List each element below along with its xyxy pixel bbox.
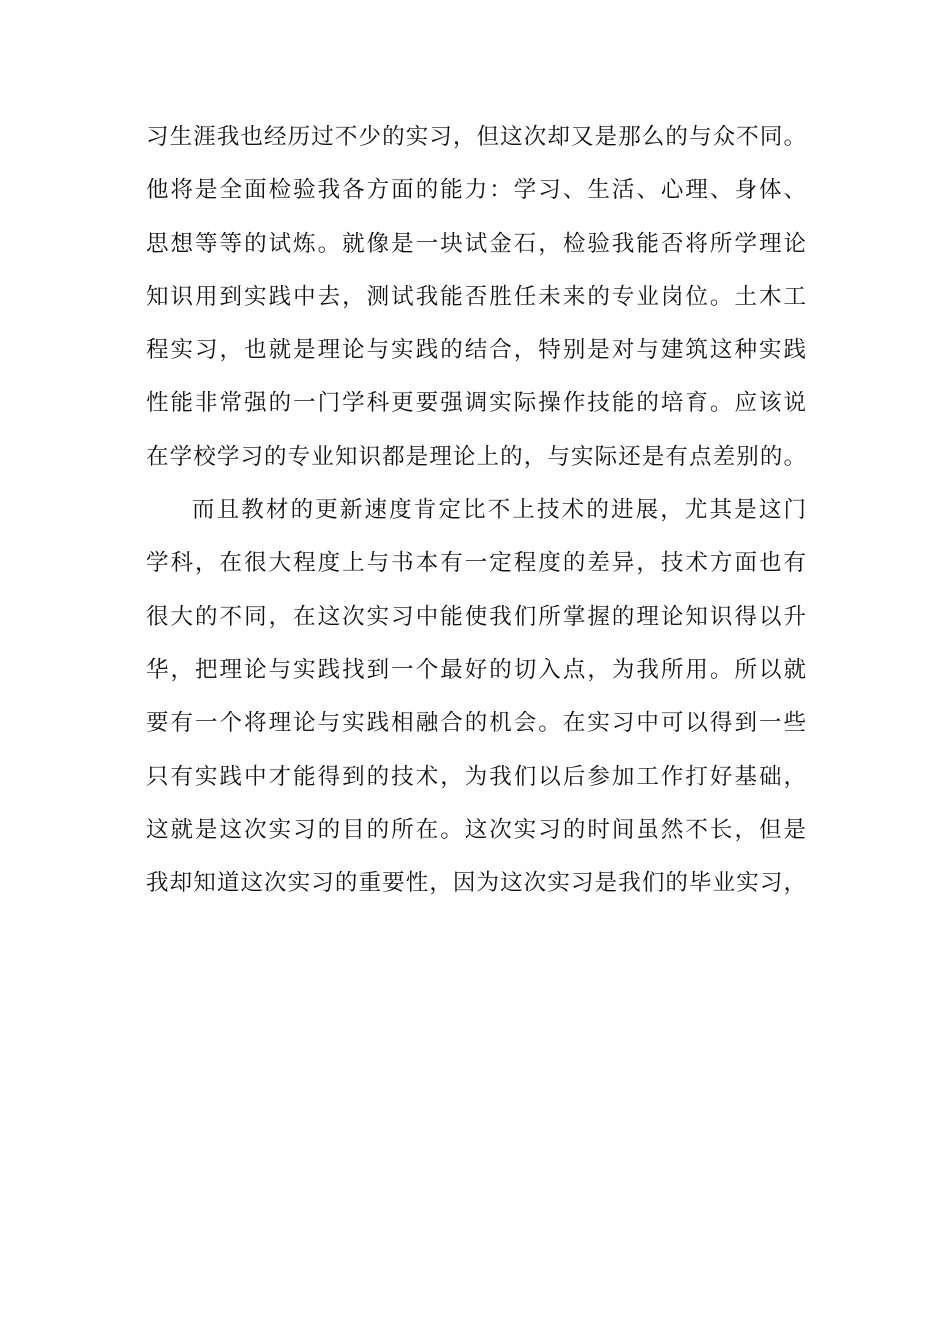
- text-line: 这就是这次实习的目的所在。这次实习的时间虽然不长，但是: [146, 816, 806, 843]
- text-line: 程实习，也就是理论与实践的结合，特别是对与建筑这种实践: [146, 337, 806, 364]
- text-line: 我却知道这次实习的重要性，因为这次实习是我们的毕业实习，: [146, 870, 806, 897]
- text-line: 很大的不同，在这次实习中能使我们所掌握的理论知识得以升: [146, 603, 806, 630]
- text-line: 要有一个将理论与实践相融合的机会。在实习中可以得到一些: [146, 710, 806, 737]
- text-line: 学科，在很大程度上与书本有一定程度的差异，技术方面也有: [146, 550, 806, 577]
- text-line: 思想等等的试炼。就像是一块试金石，检验我能否将所学理论: [146, 230, 806, 257]
- text-line: 性能非常强的一门学科更要强调实际操作技能的培育。应该说: [146, 390, 806, 417]
- text-line: 只有实践中才能得到的技术，为我们以后参加工作打好基础，: [146, 763, 806, 790]
- body-text: [146, 126, 806, 925]
- text-line: 知识用到实践中去，测试我能否胜任未来的专业岗位。土木工: [146, 283, 806, 310]
- text-line: 他将是全面检验我各方面的能力：学习、生活、心理、身体、: [146, 177, 806, 204]
- text-line: 在学校学习的专业知识都是理论上的，与实际还是有点差别的。: [146, 443, 806, 470]
- text-line: 华，把理论与实践找到一个最好的切入点，为我所用。所以就: [146, 656, 806, 683]
- text-line: 习生涯我也经历过不少的实习，但这次却又是那么的与众不同。: [146, 124, 806, 150]
- paragraph-first-line: 而且教材的更新速度肯定比不上技术的进展，尤其是这门: [192, 497, 806, 524]
